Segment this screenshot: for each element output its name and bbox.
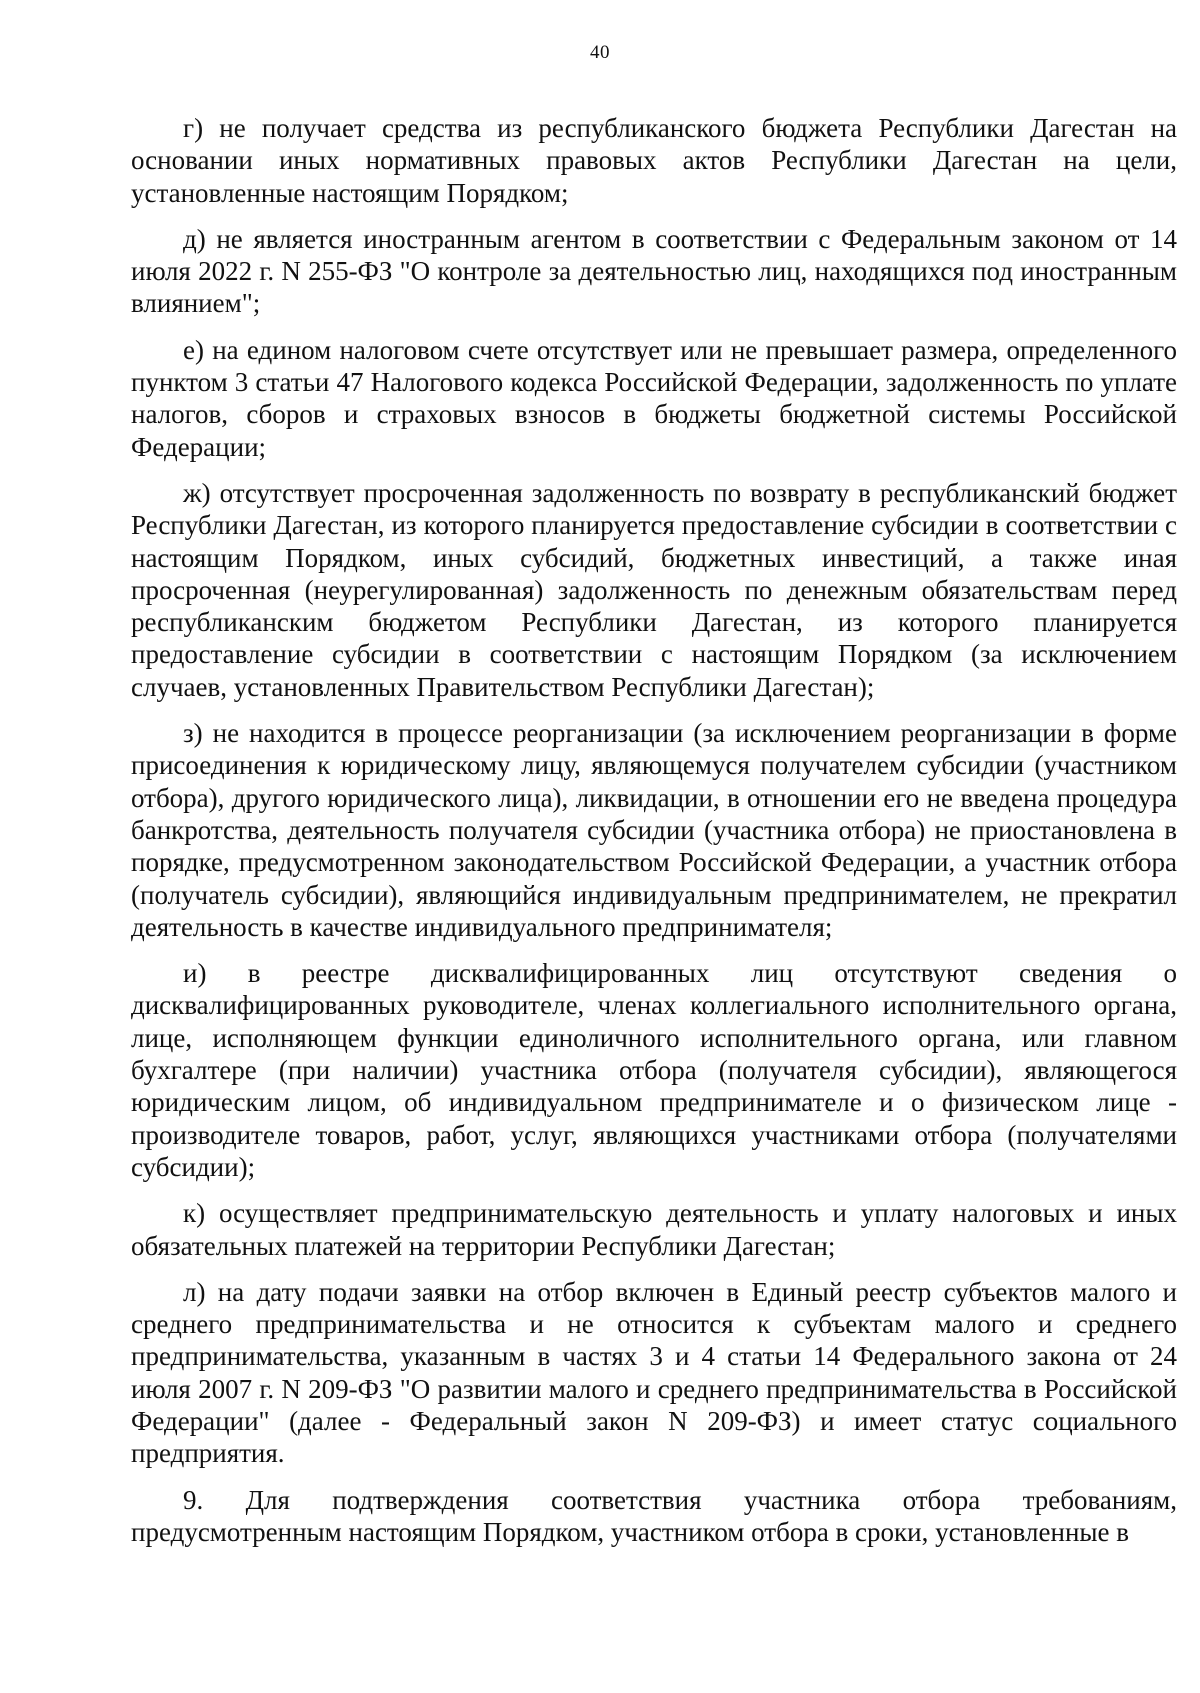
paragraph-9: 9. Для подтверждения соответствия участника отбора требованиям, предусмотренным настоящим Порядком, участником отбора в сроки, установленные в (131, 1484, 1177, 1547)
paragraph-zh: ж) отсутствует просроченная задолженность по возврату в республиканский бюджет Республики Дагестан, из которого планируется предоставление субсидии в соответствии с настоящим Порядком, иных субсидий, бюджетных инвестиций, а также иная просроченная (неурегулированная) задолженность по денежным обязательствам перед республиканским бюджетом Республики Дагестан, из которого планируется предоставление субсидии в соответствии с настоящим Порядком (за исключением случаев, установленных Правительством Республики Дагестан); (131, 477, 1177, 702)
paragraph-l: л) на дату подачи заявки на отбор включен в Единый реестр субъектов малого и среднего предпринимательства и не относится к субъектам малого и среднего предпринимательства, указанным в частях 3 и 4 статьи 14 Федерального закона от 24 июля 2007 г. N 209-ФЗ "О развитии малого и среднего предпринимательства в Российской Федерации" (далее - Федеральный закон N 209-ФЗ) и имеет статус социального предприятия. (131, 1276, 1177, 1469)
paragraph-k: к) осуществляет предпринимательскую деятельность и уплату налоговых и иных обязательных платежей на территории Республики Дагестан; (131, 1198, 1177, 1261)
document-body (131, 112, 1177, 1562)
page-number: 40 (590, 42, 610, 63)
paragraph-g: г) не получает средства из республиканского бюджета Республики Дагестан на основании иных нормативных правовых актов Республики Дагестан на цели, установленные настоящим Порядком; (131, 113, 1177, 208)
paragraph-e: е) на едином налоговом счете отсутствует или не превышает размера, определенного пунктом 3 статьи 47 Налогового кодекса Российской Федерации, задолженность по уплате налогов, сборов и страховых взносов в бюджеты бюджетной системы Российской Федерации; (131, 334, 1177, 462)
paragraph-z: з) не находится в процессе реорганизации (за исключением реорганизации в форме присоединения к юридическому лицу, являющемуся получателем субсидии (участником отбора), другого юридического лица), ликвидации, в отношении его не введена процедура банкротства, деятельность получателя субсидии (участника отбора) не приостановлена в порядке, предусмотренном законодательством Российской Федерации, а участник отбора (получатель субсидии), являющийся индивидуальным предпринимателем, не прекратил деятельность в качестве индивидуального предпринимателя; (131, 718, 1177, 942)
paragraph-i: и) в реестре дисквалифицированных лиц отсутствуют сведения о дисквалифицированных руководителе, членах коллегиального исполнительного органа, лице, исполняющем функции единоличного исполнительного органа, или главном бухгалтере (при наличии) участника отбора (получателя субсидии), являющегося юридическим лицом, об индивидуальном предпринимателе и о физическом лице - производителе товаров, работ, услуг, являющихся участниками отбора (получателями субсидии); (131, 958, 1177, 1182)
paragraph-d: д) не является иностранным агентом в соответствии с Федеральным законом от 14 июля 2022 г. N 255-ФЗ "О контроле за деятельностью лиц, находящихся под иностранным влиянием"; (131, 223, 1177, 319)
